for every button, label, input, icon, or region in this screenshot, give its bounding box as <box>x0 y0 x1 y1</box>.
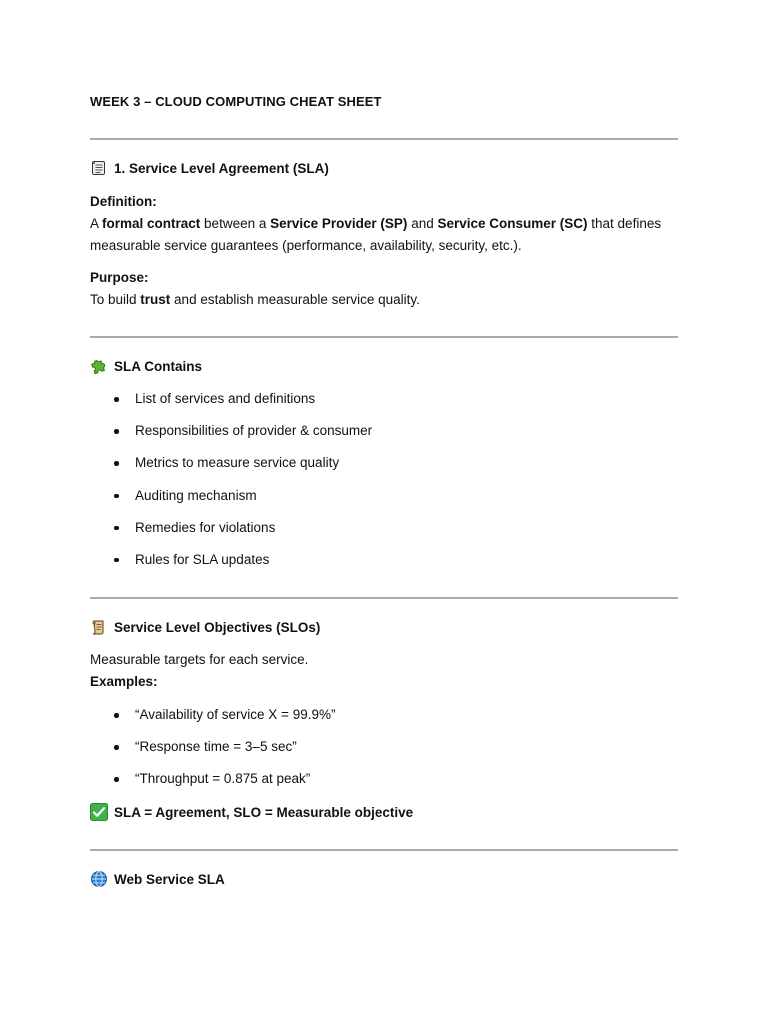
definition-emphasis: formal contract <box>102 216 201 231</box>
globe-icon <box>90 870 108 888</box>
slo-examples-list <box>90 706 335 803</box>
definition-text: and <box>407 216 438 231</box>
definition-line-2: measurable service guarantees (performance, availability, security, etc.). <box>90 238 522 253</box>
sla-contains-list <box>90 390 372 583</box>
section-heading-web <box>90 870 225 888</box>
section-heading-contains <box>90 357 202 375</box>
divider <box>90 336 678 338</box>
purpose-text-part: To build <box>90 292 141 307</box>
section-heading-slo <box>90 618 320 636</box>
list-item: Auditing mechanism <box>90 487 372 519</box>
purpose-label: Purpose: <box>90 270 149 285</box>
page-title: WEEK 3 – CLOUD COMPUTING CHEAT SHEET <box>90 94 382 109</box>
divider <box>90 849 678 851</box>
divider <box>90 597 678 599</box>
section-heading-sla <box>90 159 329 177</box>
slo-intro: Measurable targets for each service. <box>90 652 309 667</box>
purpose-text-part: and establish measurable service quality. <box>170 292 420 307</box>
definition-emphasis: Service Provider (SP) <box>270 216 408 231</box>
puzzle-icon <box>90 357 108 375</box>
section-heading-label: Web Service SLA <box>114 871 225 887</box>
list-item: “Response time = 3–5 sec” <box>90 738 335 770</box>
purpose-text <box>90 289 420 311</box>
definition-line-1 <box>90 213 661 235</box>
list-item: Remedies for violations <box>90 519 372 551</box>
check-mark-icon <box>90 803 108 821</box>
examples-label: Examples: <box>90 674 158 689</box>
list-item: “Throughput = 0.875 at peak” <box>90 770 335 802</box>
definition-text: that defines <box>587 216 662 231</box>
divider <box>90 138 678 140</box>
definition-text: between a <box>200 216 271 231</box>
page-icon <box>90 159 108 177</box>
purpose-emphasis: trust <box>140 292 171 307</box>
definition-emphasis: Service Consumer (SC) <box>437 216 588 231</box>
list-item: Responsibilities of provider & consumer <box>90 422 372 454</box>
list-item: List of services and definitions <box>90 390 372 422</box>
definition-text: A <box>90 216 103 231</box>
list-item: Metrics to measure service quality <box>90 454 372 486</box>
summary-note-text: SLA = Agreement, SLO = Measurable objective <box>114 804 414 820</box>
list-item: Rules for SLA updates <box>90 551 372 583</box>
scroll-icon <box>90 618 108 636</box>
definition-label: Definition: <box>90 194 157 209</box>
list-item: “Availability of service X = 99.9%” <box>90 706 335 738</box>
section-heading-label: 1. Service Level Agreement (SLA) <box>114 160 329 176</box>
summary-note <box>90 803 413 821</box>
section-heading-label: SLA Contains <box>114 358 203 374</box>
section-heading-label: Service Level Objectives (SLOs) <box>114 619 321 635</box>
